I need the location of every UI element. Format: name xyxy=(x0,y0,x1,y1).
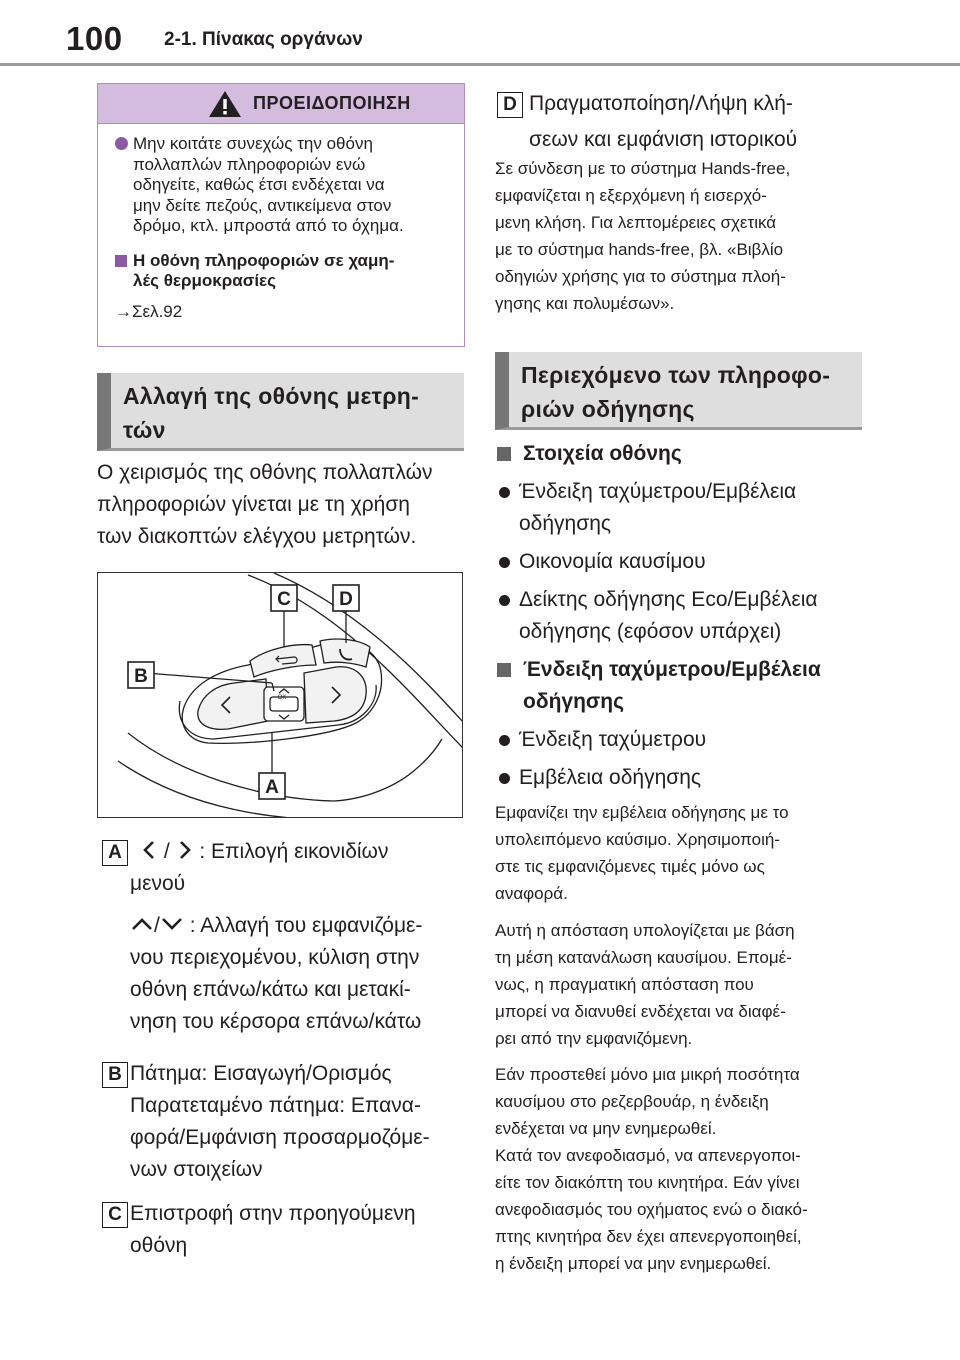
item-a-text xyxy=(102,836,467,1038)
item-c xyxy=(102,1198,467,1262)
para-line: Ο χειρισμός της οθόνης πολλαπλών xyxy=(97,461,433,484)
ok-text: OK xyxy=(277,695,287,701)
label-b: B xyxy=(102,1062,128,1088)
para-line: εμφανίζεται η εξερχόμενη ή εισερχό- xyxy=(495,186,767,205)
bullet-dot-icon xyxy=(499,557,510,568)
para-line: με το σύστημα hands-free, βλ. «Βιβλίο xyxy=(495,240,784,259)
list-item: Δείκτης οδήγησης Eco/Εμβέλεια οδήγησης (εφόσον υπάρχει) xyxy=(495,584,865,648)
item-b-line: νων στοιχείων xyxy=(130,1158,263,1181)
item-a xyxy=(102,836,467,1038)
warning-header xyxy=(98,84,464,124)
item-b-line: φορά/Εμφάνιση προσαρμοζόμε- xyxy=(130,1126,430,1149)
range-paragraph-3: Εάν προστεθεί μόνο μια μικρή ποσότητα καυσίμου στο ρεζερβουάρ, η ένδειξη ενδέχεται να μην ενημερωθεί. Κατά τον ανεφοδιασμό, να απενεργοποι- είτε τον διακόπτη του κινητήρα. Εάν γίνει ανεφοδιασμός του οχήματος ενώ ο διακό- πτης κινητήρα δεν έχει απενεργοποιηθεί, η ένδειξη μπορεί να μην ενημερωθεί. xyxy=(495,1065,808,1273)
header-divider xyxy=(0,63,960,66)
para-line: Σε σύνδεση με το σύστημα Hands-free, xyxy=(495,159,791,178)
heading-line: τών xyxy=(123,417,166,443)
chapter-title: 2-1. Πίνακας οργάνων xyxy=(164,29,363,50)
warning-title: ΠΡΟΕΙΔΟΠΟΙΗΣΗ xyxy=(253,93,411,113)
item-c-line: Επιστροφή στην προηγούμενη xyxy=(130,1202,416,1225)
item-a-line1-text: : Επιλογή εικονιδίων xyxy=(199,840,389,863)
label-d: D xyxy=(497,92,523,118)
item-a-line1 xyxy=(130,836,467,868)
intro-paragraph xyxy=(97,457,467,553)
bullet-dot-icon xyxy=(499,735,510,746)
bullet-dot-icon xyxy=(499,773,510,784)
range-paragraph-1: Εμφανίζει την εμβέλεια οδήγησης με το υπολειπόμενο καύσιμο. Χρησιμοποιή- στε τις εμφανιζόμενες τιμές μόνο ως αναφορά. xyxy=(495,803,789,903)
label-a: A xyxy=(102,840,128,866)
bullet-dot-icon xyxy=(499,595,510,606)
section-heading-change-display xyxy=(97,373,464,451)
subheading-display-items: Στοιχεία οθόνης xyxy=(495,438,865,470)
para-line: μενη κλήση. Για λεπτομέρειες σχετικά xyxy=(495,213,777,232)
warning-line: μην δείτε πεζούς, αντικείμενα στον xyxy=(133,195,392,215)
illustration-label-d xyxy=(333,585,359,611)
square-bullet-icon xyxy=(115,255,127,267)
item-b-line: Παρατεταμένο πάτημα: Επανα- xyxy=(130,1094,421,1117)
item-a-sub-line1: / : Αλλαγή του εμφανιζόμε- xyxy=(130,910,467,942)
item-c-line: οθόνη xyxy=(130,1234,188,1257)
page-reference: →Σελ.92 xyxy=(115,301,183,321)
para-line: γησης και πολυμέσων». xyxy=(495,294,675,313)
handsfree-paragraph xyxy=(495,155,865,317)
page-header xyxy=(0,0,960,66)
warning-line: πολλαπλών πληροφοριών ενώ xyxy=(133,154,366,174)
label-c: C xyxy=(102,1202,128,1228)
warning-line: δρόμο, κτλ. μπροστά από το όχημα. xyxy=(133,216,404,235)
illustration-label-a xyxy=(259,773,285,799)
bullet-dot-icon xyxy=(115,137,128,150)
list-item: Οικονομία καυσίμου xyxy=(495,546,865,578)
illustration-label-c xyxy=(271,585,297,611)
bullet-dot-icon xyxy=(499,487,510,498)
illustration-label-b xyxy=(128,662,154,688)
item-b xyxy=(102,1058,467,1186)
item-d xyxy=(497,88,867,156)
item-a-sub-line: οθόνη επάνω/κάτω και μετακί- xyxy=(130,978,411,1001)
range-paragraph-2: Αυτή η απόσταση υπολογίζεται με βάση τη μέση κατανάλωση καυσίμου. Επομέ- νως, η πραγματική απόσταση που μπορεί να διανυθεί ενδέχεται να διαφέ- ρει από την εμφανιζόμενη. xyxy=(495,921,795,1048)
warning-sub-line: λές θερμοκρασίες xyxy=(133,271,276,290)
heading-line: Αλλαγή της οθόνης μετρη- xyxy=(123,383,420,409)
item-d-line: σεων και εμφάνιση ιστορικού xyxy=(529,128,798,151)
warning-line: Μην κοιτάτε συνεχώς την οθόνη xyxy=(133,134,373,153)
list-item: Ένδειξη ταχύμετρου/Εμβέλεια οδήγησης xyxy=(495,476,865,540)
chevron-down-icon xyxy=(160,917,184,931)
page-number: 100 xyxy=(66,20,123,57)
chevron-up-icon xyxy=(130,917,154,931)
square-bullet-icon xyxy=(497,447,511,461)
separator-slash: / xyxy=(163,840,170,863)
heading-line: Περιεχόμενο των πληροφο- xyxy=(521,362,831,388)
item-b-line: Πάτημα: Εισαγωγή/Ορισμός xyxy=(130,1062,392,1085)
item-a-sub-line: νου περιεχομένου, κύλιση στην xyxy=(130,946,420,969)
svg-text:B: B xyxy=(134,666,148,687)
chevron-right-icon xyxy=(176,840,194,860)
heading-line: ριών οδήγησης xyxy=(521,396,695,422)
para-line: οδηγιών χρήσης για το σύστημα πλοή- xyxy=(495,267,786,286)
section-heading-driving-info xyxy=(495,352,862,430)
steering-wheel-drawing xyxy=(98,573,463,818)
warning-bullet-item xyxy=(115,134,454,237)
list-item: Ένδειξη ταχύμετρου xyxy=(495,724,865,756)
svg-text:D: D xyxy=(339,589,353,610)
warning-body xyxy=(98,134,464,322)
para-line: των διακοπτών ελέγχου μετρητών. xyxy=(97,525,417,548)
steering-switch-illustration xyxy=(97,572,463,818)
warning-box xyxy=(97,83,465,347)
warning-subheading xyxy=(115,251,454,292)
warning-triangle-icon xyxy=(208,90,242,118)
item-a-line2: μενού xyxy=(130,872,186,895)
svg-text:C: C xyxy=(277,589,291,610)
square-bullet-icon xyxy=(497,663,511,677)
subheading-speedometer-range: Ένδειξη ταχύμετρου/Εμβέλεια οδήγησης xyxy=(495,654,865,718)
item-a-sub-line: νηση του κέρσορα επάνω/κάτω xyxy=(130,1010,422,1033)
item-d-line: Πραγματοποίηση/Λήψη κλή- xyxy=(529,92,793,115)
item-a-sub-line1-text: : Αλλαγή του εμφανιζόμε- xyxy=(189,914,423,937)
chevron-left-icon xyxy=(140,840,158,860)
list-item: Εμβέλεια οδήγησης xyxy=(495,762,865,794)
warning-line: οδηγείτε, καθώς έτσι ενδέχεται να xyxy=(133,175,385,194)
driving-info-list xyxy=(495,438,865,794)
para-line: πληροφοριών γίνεται με τη χρήση xyxy=(97,493,410,516)
warning-sub-line: Η οθόνη πληροφοριών σε χαμη- xyxy=(133,250,395,270)
svg-text:A: A xyxy=(265,777,279,798)
